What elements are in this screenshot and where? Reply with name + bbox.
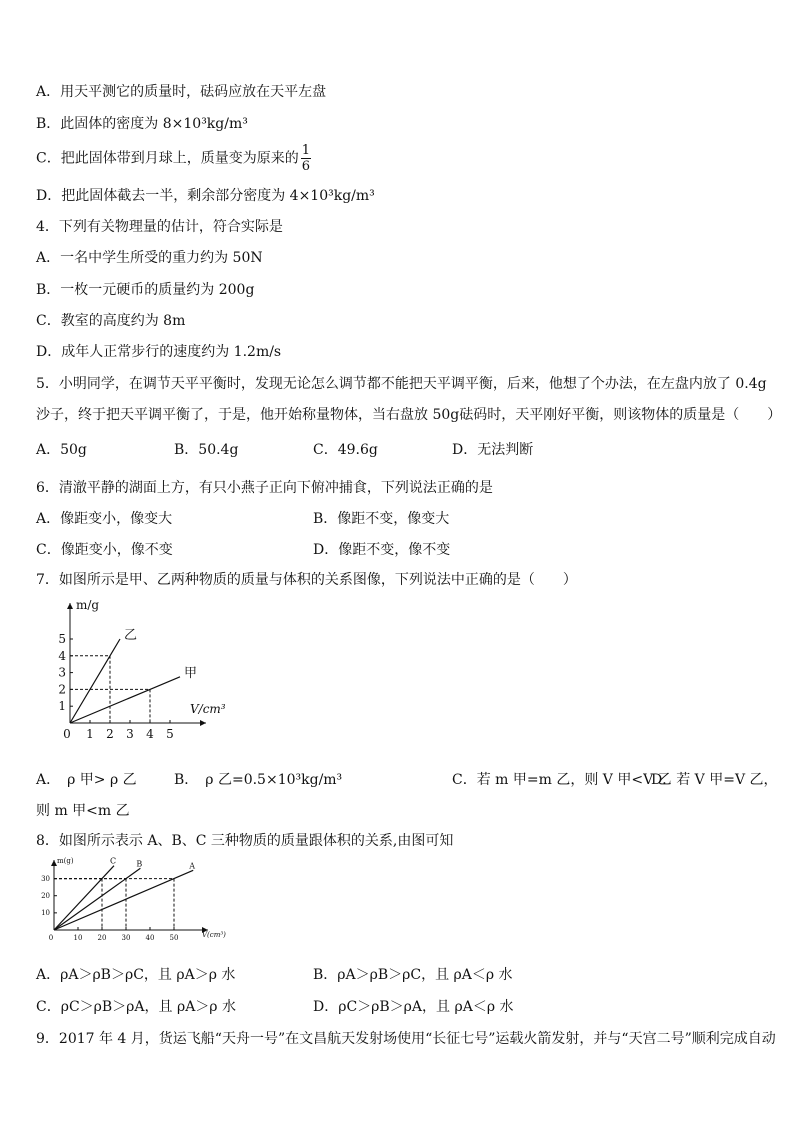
q9-stem: 9．2017 年 4 月，货运飞船“天舟一号”在文昌航天发射场使用“长征七号”运载火箭发射，并与“天宫二号”顺利完成自动 <box>36 1031 776 1047</box>
x-tick-label: 20 <box>97 934 107 942</box>
x-tick-label: 0 <box>48 934 54 942</box>
q5-stem-line1: 5．小明同学，在调节天平平衡时，发现无论怎么调节都不能把天平调平衡，后来，他想了个办法，在左盘内放了 0.4g <box>36 376 767 392</box>
series-label: B <box>136 859 143 869</box>
y-tick-label: 5 <box>58 632 66 646</box>
fraction-denominator: 6 <box>301 159 310 174</box>
fraction <box>301 143 311 174</box>
x-axis-label: V/cm³ <box>190 702 226 716</box>
x-axis-label: V(cm³) <box>202 931 226 939</box>
mass-volume-chart-1 <box>50 600 230 750</box>
q8-option-b: B．ρA＞ρB＞ρC，且 ρA＜ρ 水 <box>313 967 513 983</box>
q3-option-c-text: C．把此固体带到月球上，质量变为原来的 <box>36 150 299 167</box>
y-tick-label: 3 <box>58 665 66 680</box>
q4-option-a: A．一名中学生所受的重力约为 50N <box>36 250 263 266</box>
x-tick-label: 5 <box>166 727 174 741</box>
q8-option-c: C．ρC＞ρB＞ρA，且 ρA＞ρ 水 <box>36 999 236 1015</box>
y-axis-label: m/g <box>76 598 100 612</box>
q6-option-d: D．像距不变，像不变 <box>313 542 451 558</box>
x-tick-label: 1 <box>86 727 94 741</box>
q3-option-a: A．用天平测它的质量时，砝码应放在天平左盘 <box>36 84 327 100</box>
q4-option-b: B．一枚一元硬币的质量约为 200g <box>36 282 255 298</box>
series-line <box>54 866 114 930</box>
fraction-numerator: 1 <box>301 143 310 158</box>
q7-option-a: A． ρ 甲> ρ 乙 <box>36 772 137 788</box>
q7-option-b: B． ρ 乙=0.5×10³kg/m³ <box>174 772 343 788</box>
q5-option-b: B．50.4g <box>174 442 239 458</box>
x-tick-label: 4 <box>146 727 154 741</box>
q7-stem: 7．如图所示是甲、乙两种物质的质量与体积的关系图像，下列说法中正确的是（ ） <box>36 572 577 588</box>
series-line <box>70 677 180 723</box>
q3-option-b: B．此固体的密度为 8×10³kg/m³ <box>36 116 248 132</box>
q4-option-d: D．成年人正常步行的速度约为 1.2m/s <box>36 344 282 360</box>
y-axis-arrow <box>67 603 73 609</box>
series-label: 甲 <box>184 665 198 681</box>
y-tick-label: 20 <box>41 892 50 901</box>
mass-volume-chart-2 <box>36 856 226 945</box>
series-label: 乙 <box>124 628 138 643</box>
q8-stem: 8．如图所示表示 A、B、C 三种物质的质量跟体积的关系,由图可知 <box>36 833 454 849</box>
x-tick-label: 3 <box>126 727 134 741</box>
q3-option-d: D．把此固体截去一半，剩余部分密度为 4×10³kg/m³ <box>36 188 375 204</box>
series-line <box>54 870 193 930</box>
y-tick-label: 2 <box>58 682 66 697</box>
x-tick-label: 50 <box>169 934 179 942</box>
series-line <box>70 639 120 723</box>
q5-stem-line2: 沙子，终于把天平调平衡了，于是，他开始称量物体，当右盘放 50g砝码时，天平刚好平衡，则该物体的质量是（ ） <box>36 407 782 423</box>
q5-option-d: D．无法判断 <box>452 442 534 458</box>
x-tick-label: 0 <box>63 727 71 741</box>
q6-stem: 6．清澈平静的湖面上方，有只小燕子正向下俯冲捕食，下列说法正确的是 <box>36 480 493 496</box>
series-label: A <box>189 861 195 871</box>
q8-option-a: A．ρA＞ρB＞ρC，且 ρA＞ρ 水 <box>36 967 236 983</box>
x-tick-label: 40 <box>145 934 155 942</box>
x-tick-label: 30 <box>121 934 131 942</box>
x-axis-arrow <box>200 720 206 726</box>
q6-option-a: A．像距变小，像变大 <box>36 511 173 527</box>
q4-stem: 4．下列有关物理量的估计，符合实际是 <box>36 219 283 235</box>
x-tick-label: 2 <box>106 727 114 741</box>
y-tick-label: 10 <box>41 909 50 918</box>
q5-option-c: C．49.6g <box>313 442 378 458</box>
y-tick-label: 30 <box>41 874 50 883</box>
q7-option-d-continued: 则 m 甲<m 乙 <box>36 803 130 819</box>
q4-option-c: C．教室的高度约为 8m <box>36 313 186 329</box>
q5-option-a: A．50g <box>36 442 87 458</box>
q7-option-c: C．若 m 甲=m 乙，则 V 甲<V 乙 <box>452 772 672 788</box>
x-tick-label: 10 <box>73 934 83 942</box>
q7-option-d: D．若 V 甲=V 乙， <box>651 772 778 788</box>
series-label: C <box>110 856 117 866</box>
y-tick-label: 1 <box>58 699 66 714</box>
q8-option-d: D．ρC＞ρB＞ρA，且 ρA＜ρ 水 <box>313 999 514 1015</box>
q6-option-b: B．像距不变，像变大 <box>313 511 450 527</box>
q3-option-c <box>36 143 311 174</box>
q6-option-c: C．像距变小，像不变 <box>36 542 173 558</box>
y-axis-label: m(g) <box>57 857 74 865</box>
y-tick-label: 4 <box>58 648 66 663</box>
